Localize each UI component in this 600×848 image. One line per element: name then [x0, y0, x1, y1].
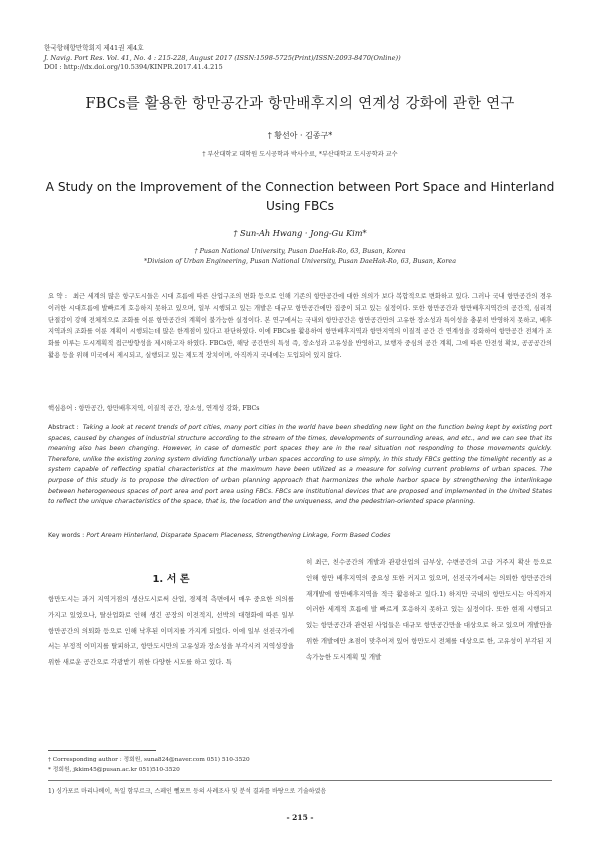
- body-column-left: 항만도시는 과거 지역거점의 생산도시로써 산업, 경제적 측면에서 매우 중요한 의의를 가지고 있었으나, 탈산업화로 인해 생긴 공장의 이전적지, 선박의 대형화에 따른 일부 항만공간의 의퇴화 등으로 인해 낙후된 이미지를 가지게 되었다. 이에 일부 선진국가에서는 부정적 이미지를 탈피하고, 항만도시만의 고유성과 장소성을 부각시켜 지역성장을 위한 새로운 공간으로 각광받기 위한 다양한 시도를 하고 있다. 특: [48, 595, 294, 667]
- affiliation-line: † Pusan National University, Pusan DaeHak-Ro, 63, Busan, Korea: [194, 247, 406, 255]
- author-footnotes: [48, 755, 250, 775]
- affiliation-english: [0, 246, 600, 266]
- keywords-english-label: Key words :: [48, 532, 85, 539]
- keywords-korean: 핵심용어 : 항만공간, 항만배후지역, 이질적 공간, 장소성, 연계성 강화, FBCs: [48, 405, 260, 412]
- journal-header: [44, 44, 401, 73]
- abstract-korean-label: 요 약 :: [48, 293, 67, 300]
- body-column-right: 히 최근, 친수공간의 개발과 관광산업의 급부상, 수변공간의 고급 거주지 확산 등으로 인해 항만 배후지역의 중요성 또한 커지고 있으며, 선진국가에서는 의퇴한 항만공간의 재개발에 항만배후지역을 적극 활용하고 있다.1) 하지만 국내의 항만도시는 아직까지 이러한 세계적 흐름에 발 빠르게 호응하지 못하고 있는 실정이다. 또한 현재 시행되고 있는 항만공간과 관련된 사업들은 대규모 항만공간만을 대상으로 하고 있으며 개발만을 위한 개발에만 초점이 맞추어져 있어 항만도시 전체를 대상으로 한, 고유성이 부각된 지속가능한 도시계획 및 개발: [306, 558, 552, 661]
- journal-citation: J. Navig. Port Res. Vol. 41, No. 4 : 215-228, August 2017 (ISSN:1598-5725(Print)/ISSN:2093-8470(Online)): [44, 53, 401, 62]
- journal-name-ko: 한국항해항만학회지 제41권 제4호: [44, 44, 144, 52]
- affiliation-korean: † 부산대학교 대학원 도시공학과 박사수료, *부산대학교 도시공학과 교수: [202, 151, 398, 158]
- authors-korean: † 황선아 · 김종구*: [267, 131, 333, 140]
- abstract-english: [48, 423, 552, 508]
- title-english: A Study on the Improvement of the Connection between Port Space and Hinterland Using FBCs: [45, 180, 555, 213]
- doi-link[interactable]: DOI : http://dx.doi.org/10.5394/KINPR.2017.41.4.215: [44, 63, 223, 72]
- page-number: - 215 -: [286, 813, 314, 822]
- member-note: * 정회원, jkkim45@pusan.ac.kr 051)510-3520: [48, 767, 180, 773]
- footnote-divider: [48, 780, 552, 781]
- corresponding-author-note: † Corresponding author : 정회원, suna824@naver.com 051) 510-3520: [48, 757, 250, 763]
- abstract-english-text: Taking a look at recent trends of port cities, many port cities in the world have been shedding new light on the function being kept by existing port spaces, caused by changes of industrial structure according to the stream of the times, developments of surrounding areas, and etc., and we can see that its meaning also has been changing. However, in case of domestic port spaces they are in the real situation not responding to those movements quickly. Therefore, unlike the existing zoning system dividing functionally urban spaces according to use simply, in this study FBCs getting the timelight recently as a system capable of reflecting spatial characteristics at the maximum have been utilized as a measure for solving current problems of urban spaces. The purpose of this study is to propose the direction of urban planning approach that harmonizes the whole harbor space by strengthening the interlinkage between heterogeneous spaces of port area and port area using FBCs. FBCs are institutional devices that are proposed and implemented in the United States to reflect the unique characteristics of the space, that is, the location and the uniqueness, and the pedestrian-oriented space planning.: [48, 424, 552, 506]
- section-heading-introduction: 1. 서 론: [152, 574, 190, 585]
- keywords-english: [48, 532, 390, 539]
- title-korean: FBCs를 활용한 항만공간과 항만배후지의 연계성 강화에 관한 연구: [85, 96, 515, 112]
- abstract-korean-text: 최근 세계의 많은 항구도시들은 시대 흐름에 따른 산업구조의 변화 등으로 인해 기존의 항만공간에 대한 의의가 보다 복합적으로 변화하고 있다. 그러나 국내 항만공간의 경우 이러한 시대흐름에 발빠르게 호응하지 못하고 있으며, 일부 시행되고 있는 개발은 대규모 항만공간에만 집중이 되고 있는 실정이다. 또한 항만공간과 항만배후지역간의 공간적, 심리적 단절감이 강해 전체적으로 조화를 이룬 항만공간의 계획이 불가능한 실정이다. 본 연구에서는 국내외 항만공간은 항만공간만의 고유한 장소성과 특이성을 충분히 반영하지 못하고, 배후지역과의 조화를 이룬 계획이 시행되는데 많은 한계점이 있다고 판단하였다. 이에 FBCs를 활용하여 항만배후지역과 항만지역의 이질적 공간 간 연계성을 강화하여 항만공간 전체가 조화를 이루는 도시계획적 접근방향성을 제시하고자 하였다. FBCs란, 해당 공간만의 특성 즉, 장소성과 고유성을 반영하고, 보행자 중심의 공간 계획, 그에 따른 안전성 확보, 공공공간의 활용 등을 위해 미국에서 제시되고, 실행되고 있는 제도적 장치이며, 아직까지 국내에는 도입되어 있지 않다.: [48, 293, 552, 359]
- footnote-1: 1) 싱가포르 마리나베이, 독일 함부르크, 스페인 뻴포트 등의 사례조사 및 분석 결과를 바탕으로 기술하였음: [48, 788, 327, 795]
- footnote-divider: [48, 750, 156, 751]
- authors-english: † Sun-Ah Hwang · Jong-Gu Kim*: [233, 228, 367, 238]
- affiliation-line: *Division of Urban Engineering, Pusan National University, Pusan DaeHak-Ro, 63, Busan, Korea: [143, 257, 457, 265]
- keywords-english-terms: Port Aream Hinterland, Disparate Spacem Placeness, Strengthening Linkage, Form Based Codes: [86, 532, 391, 539]
- abstract-korean: [48, 291, 552, 362]
- abstract-english-label: Abstract :: [48, 424, 79, 431]
